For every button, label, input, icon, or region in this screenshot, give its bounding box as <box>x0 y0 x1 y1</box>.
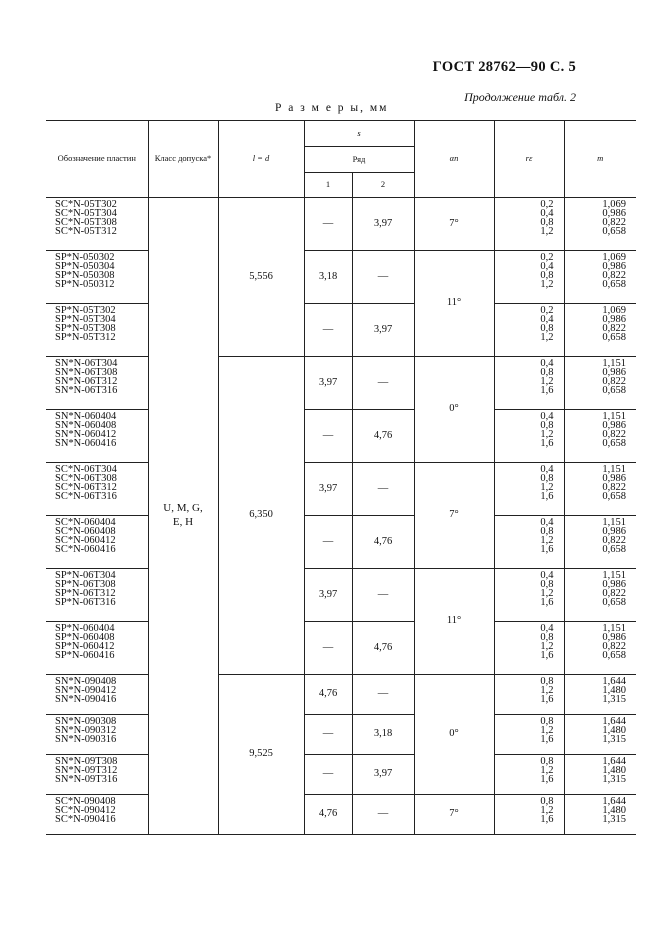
designation: SN*N-090308 <box>55 716 117 727</box>
designation: SP*N-050308 <box>55 270 115 281</box>
table-row <box>46 198 636 251</box>
m-value: 0,986 <box>602 526 626 537</box>
alpha-cell: 7° <box>414 198 494 251</box>
re-value: 0,8 <box>540 217 554 228</box>
l-d-cell: 5,556 <box>218 198 304 357</box>
re-value: 0,8 <box>540 526 554 537</box>
s-row1-cell: 4,76 <box>304 795 352 835</box>
m-cell <box>564 675 636 715</box>
re-value: 0,8 <box>540 473 554 484</box>
m-value: 1,151 <box>602 411 626 422</box>
header-re: rε <box>494 121 564 198</box>
designation: SN*N-06T312 <box>55 376 118 387</box>
m-value: 0,986 <box>602 473 626 484</box>
designation: SC*N-090408 <box>55 796 116 807</box>
designation: SN*N-090312 <box>55 725 117 736</box>
re-value: 0,8 <box>540 796 554 807</box>
designation: SC*N-05T304 <box>55 208 117 219</box>
re-value: 1,2 <box>540 805 554 816</box>
s-row1-cell: — <box>304 198 352 251</box>
re-cell <box>494 410 564 463</box>
re-value: 1,6 <box>540 734 554 745</box>
designation: SP*N-05T304 <box>55 314 116 325</box>
s-row2-cell: 4,76 <box>352 410 414 463</box>
m-value: 0,986 <box>602 579 626 590</box>
m-cell <box>564 569 636 622</box>
header-row-1: 1 <box>304 173 352 198</box>
re-value: 0,2 <box>540 252 554 263</box>
designation: SN*N-06T304 <box>55 358 118 369</box>
m-value: 0,986 <box>602 632 626 643</box>
designation: SP*N-050312 <box>55 279 115 290</box>
m-value: 0,822 <box>602 376 626 387</box>
re-cell <box>494 357 564 410</box>
m-value: 1,315 <box>602 694 626 705</box>
header-l-d: l = d <box>218 121 304 198</box>
re-cell <box>494 715 564 755</box>
designation: SC*N-060404 <box>55 517 116 528</box>
table-row <box>46 795 636 835</box>
designation-cell <box>46 463 148 516</box>
designation: SP*N-06T304 <box>55 570 116 581</box>
designation: SN*N-060412 <box>55 429 117 440</box>
l-d-cell: 9,525 <box>218 675 304 835</box>
designation: SP*N-060416 <box>55 650 115 661</box>
designation-cell <box>46 357 148 410</box>
re-value: 1,2 <box>540 641 554 652</box>
re-value: 0,2 <box>540 305 554 316</box>
m-cell <box>564 795 636 835</box>
designation: SP*N-05T312 <box>55 332 116 343</box>
re-value: 0,8 <box>540 270 554 281</box>
designation: SC*N-090416 <box>55 814 116 825</box>
dimensions-table <box>46 120 636 835</box>
re-cell <box>494 463 564 516</box>
designation: SC*N-060408 <box>55 526 116 537</box>
m-value: 0,658 <box>602 226 626 237</box>
designation: SC*N-05T308 <box>55 217 117 228</box>
re-value: 1,2 <box>540 429 554 440</box>
designation: SN*N-090408 <box>55 676 117 687</box>
m-cell <box>564 251 636 304</box>
m-value: 0,986 <box>602 208 626 219</box>
designation-cell <box>46 410 148 463</box>
m-cell <box>564 516 636 569</box>
s-row1-cell: — <box>304 755 352 795</box>
m-value: 1,644 <box>602 676 626 687</box>
m-value: 0,986 <box>602 261 626 272</box>
m-cell <box>564 715 636 755</box>
m-value: 1,151 <box>602 517 626 528</box>
designation: SN*N-090316 <box>55 734 117 745</box>
alpha-cell: 0° <box>414 675 494 795</box>
table-row <box>46 251 636 304</box>
s-row1-cell: 4,76 <box>304 675 352 715</box>
designation: SP*N-050304 <box>55 261 115 272</box>
m-value: 1,315 <box>602 734 626 745</box>
re-cell <box>494 569 564 622</box>
s-row1-cell: — <box>304 715 352 755</box>
designation-cell <box>46 198 148 251</box>
re-cell <box>494 795 564 835</box>
designation: SP*N-06T316 <box>55 597 116 608</box>
s-row1-cell: 3,97 <box>304 357 352 410</box>
re-cell <box>494 198 564 251</box>
s-row2-cell: 4,76 <box>352 516 414 569</box>
re-value: 1,6 <box>540 650 554 661</box>
re-value: 0,4 <box>540 314 554 325</box>
m-value: 0,822 <box>602 429 626 440</box>
standard-header: ГОСТ 28762—90 С. 5 <box>432 59 576 75</box>
designation: SC*N-06T312 <box>55 482 117 493</box>
designation: SN*N-09T308 <box>55 756 118 767</box>
re-value: 0,4 <box>540 623 554 634</box>
re-value: 0,4 <box>540 570 554 581</box>
alpha-cell: 0° <box>414 357 494 463</box>
s-row2-cell: 3,97 <box>352 304 414 357</box>
tolerance-class-value: U, M, G, E, H <box>163 502 203 528</box>
m-value: 0,822 <box>602 482 626 493</box>
header-tolerance-class: Класс допуска* <box>148 121 218 198</box>
re-value: 1,6 <box>540 814 554 825</box>
s-row2-cell: — <box>352 795 414 835</box>
designation-cell <box>46 569 148 622</box>
s-row1-cell: — <box>304 622 352 675</box>
table-row <box>46 516 636 569</box>
re-cell <box>494 516 564 569</box>
table-row <box>46 569 636 622</box>
table-row <box>46 410 636 463</box>
s-row1-cell: — <box>304 516 352 569</box>
m-value: 0,658 <box>602 650 626 661</box>
designation: SN*N-060404 <box>55 411 117 422</box>
header-row: Ряд <box>304 147 414 173</box>
m-value: 1,480 <box>602 725 626 736</box>
table-row <box>46 622 636 675</box>
m-value: 0,658 <box>602 332 626 343</box>
re-value: 1,2 <box>540 765 554 776</box>
s-row1-cell: 3,18 <box>304 251 352 304</box>
designation: SC*N-05T302 <box>55 199 117 210</box>
re-cell <box>494 755 564 795</box>
designation: SP*N-060404 <box>55 623 115 634</box>
designation: SP*N-06T312 <box>55 588 116 599</box>
s-row1-cell: 3,97 <box>304 463 352 516</box>
designation: SP*N-06T308 <box>55 579 116 590</box>
alpha-cell: 7° <box>414 795 494 835</box>
re-value: 1,2 <box>540 226 554 237</box>
s-row1-cell: — <box>304 410 352 463</box>
re-cell <box>494 251 564 304</box>
re-value: 0,8 <box>540 323 554 334</box>
m-value: 1,480 <box>602 765 626 776</box>
m-value: 1,480 <box>602 805 626 816</box>
designation: SN*N-060408 <box>55 420 117 431</box>
m-value: 0,986 <box>602 420 626 431</box>
re-value: 1,6 <box>540 385 554 396</box>
re-value: 1,2 <box>540 588 554 599</box>
designation: SP*N-05T302 <box>55 305 116 316</box>
designation-cell <box>46 715 148 755</box>
re-cell <box>494 675 564 715</box>
s-row1-cell: — <box>304 304 352 357</box>
re-value: 1,2 <box>540 535 554 546</box>
m-value: 0,986 <box>602 314 626 325</box>
m-value: 1,644 <box>602 716 626 727</box>
re-value: 0,8 <box>540 367 554 378</box>
re-value: 1,2 <box>540 376 554 387</box>
re-value: 0,4 <box>540 464 554 475</box>
table-row <box>46 304 636 357</box>
designation-cell <box>46 304 148 357</box>
m-cell <box>564 304 636 357</box>
s-row2-cell: 4,76 <box>352 622 414 675</box>
l-d-cell: 6,350 <box>218 357 304 675</box>
re-value: 1,2 <box>540 725 554 736</box>
designation: SN*N-06T308 <box>55 367 118 378</box>
m-cell <box>564 410 636 463</box>
s-row2-cell: 3,97 <box>352 755 414 795</box>
m-value: 0,658 <box>602 385 626 396</box>
table-row <box>46 463 636 516</box>
re-value: 0,8 <box>540 716 554 727</box>
re-value: 0,8 <box>540 676 554 687</box>
s-row2-cell: — <box>352 569 414 622</box>
re-value: 1,6 <box>540 438 554 449</box>
designation: SC*N-060412 <box>55 535 116 546</box>
s-row2-cell: — <box>352 357 414 410</box>
table-body <box>46 198 636 835</box>
header-s: s <box>304 121 414 147</box>
m-cell <box>564 357 636 410</box>
re-value: 1,2 <box>540 279 554 290</box>
header-m: m <box>564 121 636 198</box>
m-value: 1,069 <box>602 305 626 316</box>
re-value: 1,6 <box>540 694 554 705</box>
m-value: 1,069 <box>602 199 626 210</box>
m-value: 0,658 <box>602 491 626 502</box>
s-row2-cell: 3,97 <box>352 198 414 251</box>
sizes-label: Р а з м е р ы, мм <box>275 102 389 114</box>
m-value: 1,069 <box>602 252 626 263</box>
m-value: 0,822 <box>602 270 626 281</box>
re-value: 1,6 <box>540 597 554 608</box>
re-value: 0,8 <box>540 632 554 643</box>
m-value: 0,822 <box>602 588 626 599</box>
designation: SP*N-060408 <box>55 632 115 643</box>
alpha-cell: 11° <box>414 569 494 675</box>
m-value: 1,315 <box>602 814 626 825</box>
m-value: 1,480 <box>602 685 626 696</box>
designation-cell <box>46 675 148 715</box>
designation: SC*N-060416 <box>55 544 116 555</box>
designation: SN*N-09T316 <box>55 774 118 785</box>
m-value: 0,822 <box>602 535 626 546</box>
alpha-cell: 7° <box>414 463 494 569</box>
designation: SC*N-06T304 <box>55 464 117 475</box>
m-cell <box>564 755 636 795</box>
alpha-cell: 11° <box>414 251 494 357</box>
re-cell <box>494 304 564 357</box>
re-value: 0,4 <box>540 517 554 528</box>
header-designation: Обозначение пластин <box>46 121 148 198</box>
table-row <box>46 357 636 410</box>
designation: SP*N-050302 <box>55 252 115 263</box>
designation: SN*N-090412 <box>55 685 117 696</box>
header-alpha: αn <box>414 121 494 198</box>
designation: SP*N-05T308 <box>55 323 116 334</box>
s-row2-cell: — <box>352 463 414 516</box>
table-row <box>46 755 636 795</box>
m-value: 0,658 <box>602 597 626 608</box>
m-cell <box>564 622 636 675</box>
re-value: 1,2 <box>540 482 554 493</box>
m-value: 1,151 <box>602 570 626 581</box>
m-cell <box>564 198 636 251</box>
re-value: 1,6 <box>540 544 554 555</box>
table-row <box>46 715 636 755</box>
designation-cell <box>46 755 148 795</box>
re-value: 0,8 <box>540 420 554 431</box>
s-row2-cell: 3,18 <box>352 715 414 755</box>
designation: SC*N-090412 <box>55 805 116 816</box>
re-value: 0,4 <box>540 208 554 219</box>
re-cell <box>494 622 564 675</box>
re-value: 0,4 <box>540 261 554 272</box>
designation: SN*N-060416 <box>55 438 117 449</box>
designation: SN*N-09T312 <box>55 765 118 776</box>
designation-cell <box>46 251 148 304</box>
m-value: 1,644 <box>602 796 626 807</box>
m-value: 0,986 <box>602 367 626 378</box>
designation-cell <box>46 516 148 569</box>
m-value: 1,315 <box>602 774 626 785</box>
re-value: 0,2 <box>540 199 554 210</box>
re-value: 1,2 <box>540 332 554 343</box>
designation: SC*N-05T312 <box>55 226 117 237</box>
header-row-2: 2 <box>352 173 414 198</box>
re-value: 0,4 <box>540 411 554 422</box>
re-value: 0,8 <box>540 579 554 590</box>
m-value: 0,822 <box>602 217 626 228</box>
re-value: 1,6 <box>540 774 554 785</box>
m-value: 1,151 <box>602 358 626 369</box>
designation: SC*N-06T316 <box>55 491 117 502</box>
m-value: 0,822 <box>602 323 626 334</box>
re-value: 1,6 <box>540 491 554 502</box>
m-value: 0,658 <box>602 544 626 555</box>
designation-cell <box>46 795 148 835</box>
m-value: 1,644 <box>602 756 626 767</box>
s-row1-cell: 3,97 <box>304 569 352 622</box>
designation: SC*N-06T308 <box>55 473 117 484</box>
continuation-label: Продолжение табл. 2 <box>464 90 576 104</box>
re-value: 1,2 <box>540 685 554 696</box>
m-value: 0,658 <box>602 279 626 290</box>
designation-cell <box>46 622 148 675</box>
m-cell <box>564 463 636 516</box>
s-row2-cell: — <box>352 675 414 715</box>
s-row2-cell: — <box>352 251 414 304</box>
m-value: 1,151 <box>602 623 626 634</box>
table-row <box>46 675 636 715</box>
m-value: 1,151 <box>602 464 626 475</box>
re-value: 0,4 <box>540 358 554 369</box>
designation: SN*N-06T316 <box>55 385 118 396</box>
designation: SN*N-090416 <box>55 694 117 705</box>
designation: SP*N-060412 <box>55 641 115 652</box>
m-value: 0,822 <box>602 641 626 652</box>
m-value: 0,658 <box>602 438 626 449</box>
tolerance-class-cell <box>148 198 218 835</box>
re-value: 0,8 <box>540 756 554 767</box>
